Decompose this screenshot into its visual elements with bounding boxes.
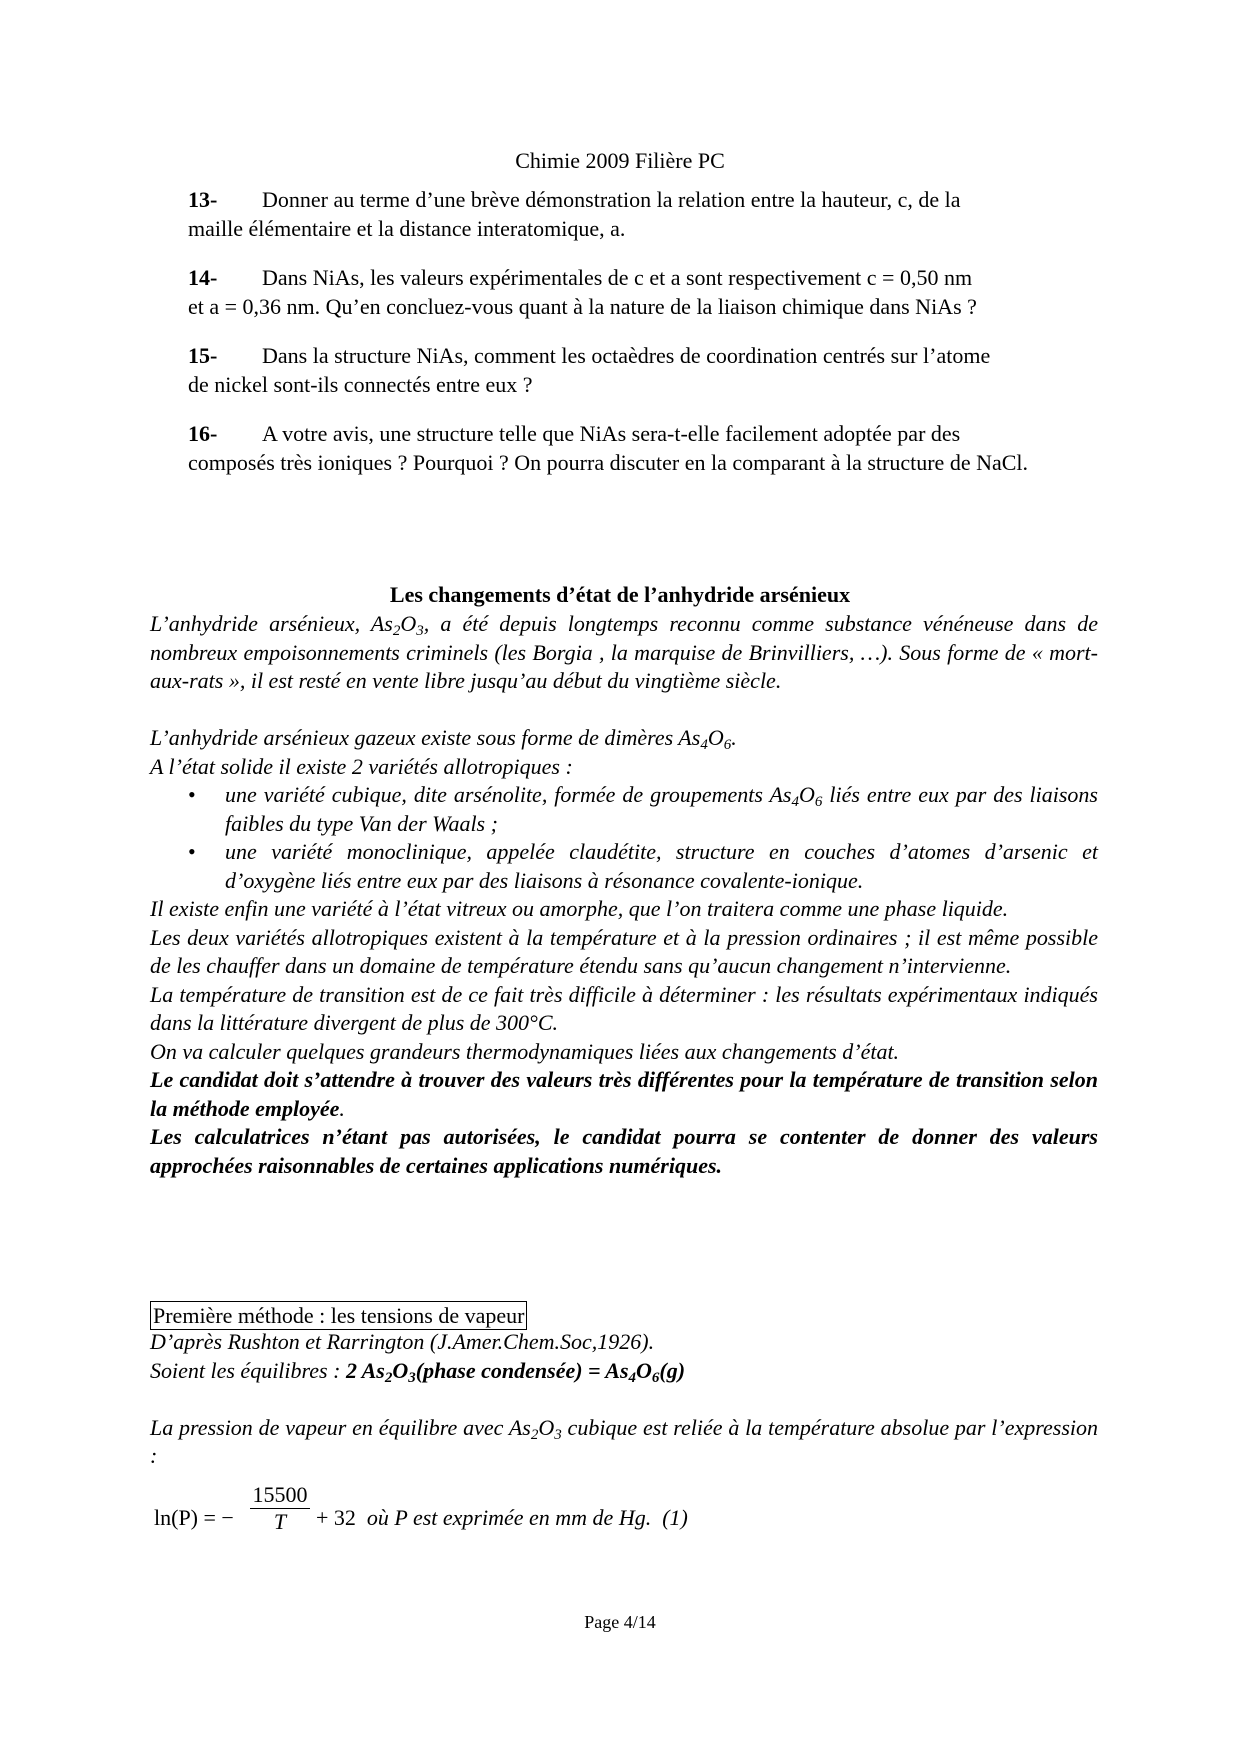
formula-rhs [316, 1505, 688, 1531]
list-item: • une variété cubique, dite arsénolite, formée de groupements $As_4O_6$ liés entre eux par des liaisons faibles du type Van der Waals ; [188, 782, 1098, 836]
list-item: • une variété monoclinique, appelée claudétite, structure en couches d’atomes d’arsenic et d’oxygène liés entre eux par des liaisons à résonance covalente-ionique. [188, 839, 1098, 893]
method-title: Première méthode : les tensions de vapeur [150, 1301, 527, 1330]
bullet-icon: • [188, 782, 196, 807]
formula-denominator: T [273, 1509, 287, 1534]
formula-constant: + 32 [316, 1505, 356, 1530]
question-text: Dans NiAs, les valeurs expérimentales de c et a sont respectivement c = 0,50 nm [262, 265, 973, 290]
vitreous-paragraph: Il existe enfin une variété à l’état vitreux ou amorphe, que l’on traitera comme une phase liquide. [150, 896, 1009, 921]
question-number: 13- [188, 187, 218, 212]
formula-eqnum: (1) [662, 1505, 688, 1530]
question-number: 14- [188, 265, 218, 290]
varieties-paragraph: Les deux variétés allotropiques existent à la température et à la pression ordinaires ; il est même possible de les chauffer dans un domaine de température étendu sans qu’aucun changement n’intervienne. [150, 924, 1098, 978]
method-body [150, 1328, 1098, 1471]
formula-tail: où P est exprimée en mm de Hg. [366, 1505, 652, 1530]
calc-paragraph: On va calculer quelques grandeurs thermodynamiques liées aux changements d’état. [150, 1038, 900, 1064]
method-reference: D’après Rushton et Rarrington (J.Amer.Chem.Soc,1926). [150, 1329, 655, 1354]
transition-paragraph: La température de transition est de ce fait très difficile à déterminer : les résultats expérimentaux indiqués dans la littérature divergent de plus de 300°C. [150, 981, 1098, 1035]
question-text-cont: et a = 0,36 nm. Qu’en concluez-vous quant à la nature de la liaison chimique dans NiAs ? [188, 293, 977, 319]
question-text-cont: composés très ioniques ? Pourquoi ? On pourra discuter en la comparant à la structure de NaCl. [188, 449, 1029, 475]
gas-paragraph: L’anhydride arsénieux gazeux existe sous forme de dimères $As_4O_6$. [150, 725, 737, 753]
section-title: Les changements d’état de l’anhydride arsénieux [389, 582, 851, 607]
page-number: Page 4/14 [584, 1612, 656, 1632]
solid-intro: A l’état solide il existe 2 variétés allotropiques : [150, 753, 573, 779]
question-text-cont: maille élémentaire et la distance interatomique, a. [188, 215, 626, 241]
question-text: A votre avis, une structure telle que NiAs sera-t-elle facilement adoptée par des [262, 421, 961, 446]
equilibrium-line: Soient les équilibres : 2 $As_2O_3(phase$ condensée) = $As_4O_6(g)$ [150, 1357, 686, 1386]
bold-warning-2: Les calculatrices n’étant pas autorisées, le candidat pourra se contenter de donner des valeurs approchées raisonnables de certaines applications numériques. [150, 1124, 1098, 1178]
pressure-paragraph: La pression de vapeur en équilibre avec $As_2O_3$ cubique est reliée à la température absolue par l’expression : [150, 1414, 1098, 1468]
question-14 [188, 264, 1100, 321]
section-body [150, 610, 1098, 1180]
intro-paragraph: L’anhydride arsénieux, $As_2O_3$, a été depuis longtemps reconnu comme substance vénéneuse dans de nombreux empoisonnements criminels (les Borgia , la marquise de Brinvilliers, …). Sous forme de « mort-aux-rats », il est resté en vente libre jusqu’au début du vingtième siècle. [150, 611, 1098, 693]
bold-warning-1: Le candidat doit s’attendre à trouver des valeurs très différentes pour la température de transition selon la méthode employée. [150, 1067, 1098, 1121]
page-header: Chimie 2009 Filière PC [515, 148, 725, 173]
formula-fraction [250, 1482, 310, 1535]
question-13 [188, 186, 1100, 243]
question-text: Dans la structure NiAs, comment les octaèdres de coordination centrés sur l’atome [262, 343, 991, 368]
question-number: 16- [188, 421, 218, 446]
question-15 [188, 342, 1100, 399]
question-number: 15- [188, 343, 218, 368]
bullet-icon: • [188, 839, 196, 864]
allotrope-list [150, 781, 1098, 895]
question-text: Donner au terme d’une brève démonstration la relation entre la hauteur, c, de la [262, 187, 961, 212]
question-16 [188, 420, 1100, 477]
question-text-cont: de nickel sont-ils connectés entre eux ? [188, 371, 533, 397]
formula-lhs: ln(P) = − [154, 1505, 234, 1530]
formula-numerator: 15500 [250, 1482, 310, 1509]
